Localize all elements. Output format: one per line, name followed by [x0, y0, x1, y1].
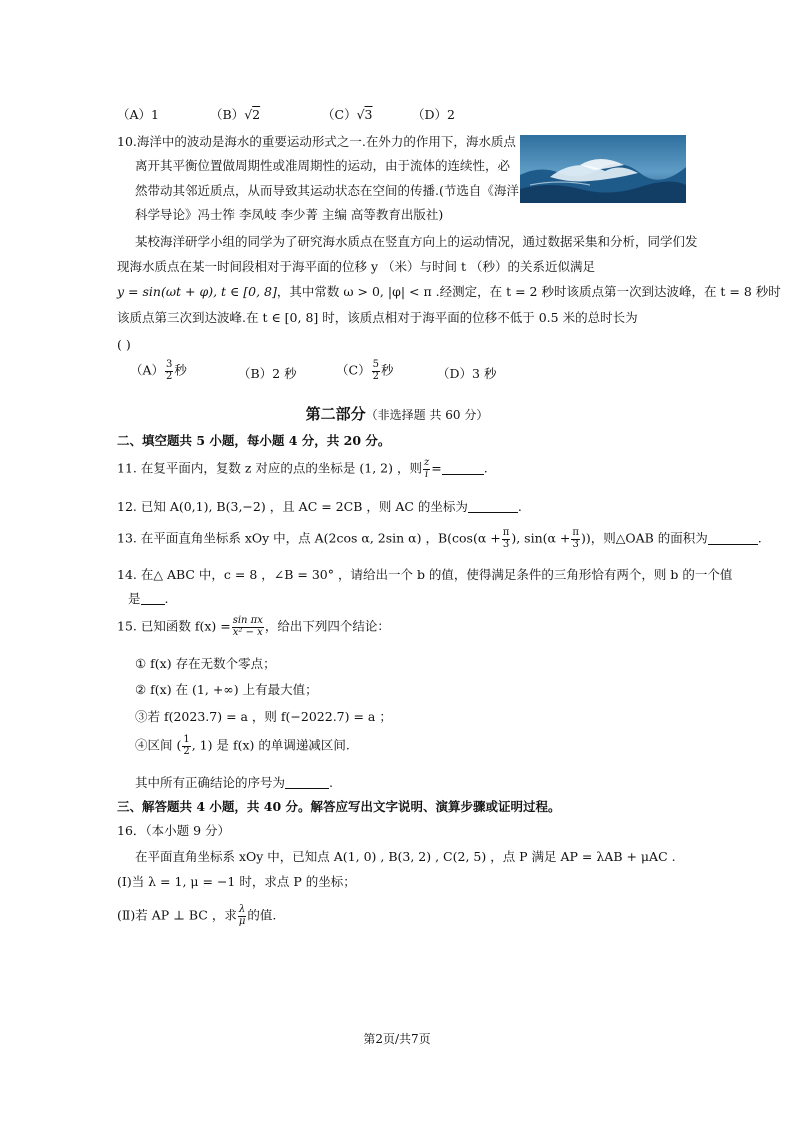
- q15-ask: 其中所有正确结论的序号为 .: [135, 775, 333, 790]
- q15-conclusion-1: ① f(x) 存在无数个零点；: [135, 656, 276, 671]
- q15-stem: 15. 已知函数 f(x) = $\frac{\text{sin πx}}{\text{x² − x}}$ ，给出下列四个结论：: [117, 615, 390, 638]
- q14-answer-blank[interactable]: [141, 603, 165, 605]
- q10-line-1: 10.海洋中的波动是海水的重要运动形式之一.在外力的作用下，海水质点: [117, 134, 516, 149]
- q9-option-a: （A）1: [117, 107, 159, 122]
- q10-line-8: 该质点第三次到达波峰.在 t ∈ [0, 8] 时，该质点相对于海平面的位移不低于 0.5 米的总时长为: [117, 310, 638, 325]
- q15-answer-blank[interactable]: [285, 787, 329, 789]
- q9-option-c: （C）√3: [322, 107, 373, 122]
- q10-option-d: （D）3 秒: [437, 366, 497, 381]
- q12-answer-blank[interactable]: [468, 511, 518, 513]
- q15-conclusion-2: ② f(x) 在 (1, +∞) 上有最大值；: [135, 682, 318, 697]
- q10-line-3: 然带动其邻近质点，从而导致其运动状态在空间的传播.(节选自《海洋: [135, 183, 519, 198]
- q13: 13. 在平面直角坐标系 xOy 中，点 A(2cos α, 2sin α) ，B(cos(α + $\frac{\pi}{3}$ ), sin(α + $\frac{\pi}{3}$ ))，则△OAB 的面积为 .: [117, 527, 762, 550]
- q11-answer-blank[interactable]: [442, 473, 484, 475]
- ocean-wave-image: [520, 135, 686, 203]
- q14-line-2: 是 .: [128, 591, 169, 606]
- q16-part-1: (Ⅰ)当 λ = 1, μ = −1 时，求点 P 的坐标；: [117, 874, 356, 889]
- q9-option-d: （D）2: [412, 107, 455, 122]
- q10-line-5: 某校海洋研学小组的同学为了研究海水质点在竖直方向上的运动情况，通过数据采集和分析，同学们发: [135, 234, 698, 249]
- q16-stem: 在平面直角坐标系 xOy 中，已知点 A(1, 0) , B(3, 2) , C(2, 5) ，点 P 满足 AP = λAB + μAC .: [135, 849, 676, 864]
- q10-line-4: 科学导论》冯士筰 李凤岐 李少菁 主编 高等教育出版社): [135, 207, 444, 222]
- q16-part-2: (Ⅱ)若 AP ⊥ BC ，求 $\frac{\lambda}{\mu}$ 的值.: [117, 904, 277, 927]
- q15-conclusion-4: ④区间 ( $\frac{1}{2}$ , 1) 是 f(x) 的单调递减区间.: [135, 734, 350, 757]
- q10-option-a: （A） $\frac{3}{2}$ 秒: [130, 359, 187, 382]
- q10-option-b: （B）2 秒: [238, 366, 297, 381]
- q10-line-6: 现海水质点在某一时间段相对于海平面的位移 y （米）与时间 t （秒）的关系近似满足: [117, 259, 595, 274]
- q13-answer-blank[interactable]: [708, 543, 758, 545]
- q10-option-c: （C） $\frac{5}{2}$ 秒: [336, 359, 394, 382]
- q10-line-2: 离开其平衡位置做周期性或准周期性的运动，由于流体的连续性，必: [135, 158, 511, 173]
- fill-in-section-header: 二、填空题共 5 小题，每小题 4 分，共 20 分。: [117, 433, 391, 448]
- part-two-title: 第二部分（非选择题 共 60 分）: [305, 405, 489, 423]
- q15-conclusion-3: ③若 f(2023.7) = a ，则 f(−2022.7) = a ；: [135, 709, 392, 724]
- q12: 12. 已知 A(0,1), B(3,−2) ，且 AC = 2CB ，则 AC 的坐标为 .: [117, 499, 522, 514]
- q16-label: 16．（本小题 9 分）: [117, 823, 231, 838]
- q9-option-b: （B）√2: [210, 107, 261, 122]
- q10-line-9: ( ): [117, 337, 131, 352]
- answer-section-header: 三、解答题共 4 小题，共 40 分。解答应写出文字说明、演算步骤或证明过程。: [117, 799, 561, 814]
- q14-line-1: 14. 在△ ABC 中，c = 8 ，∠B = 30° ，请给出一个 b 的值，使得满足条件的三角形恰有两个，则 b 的一个值: [117, 567, 733, 582]
- q10-line-7: y = sin(ωt + φ), t ∈ [0, 8]，其中常数 ω > 0, |φ| < π .经测定，在 t = 2 秒时该质点第一次到达波峰，在 t = 8 秒时: [117, 284, 781, 299]
- page-footer: 第2页/共7页: [363, 1032, 431, 1046]
- q11: 11. 在复平面内，复数 z 对应的点的坐标是 (1, 2) ，则 $\frac{z}{i}$ = .: [117, 457, 488, 480]
